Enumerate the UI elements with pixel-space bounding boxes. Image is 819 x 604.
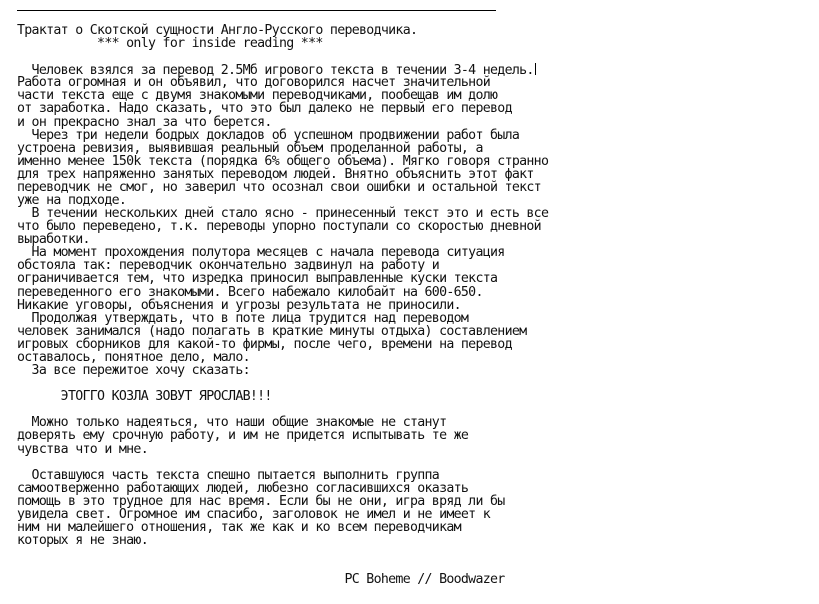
- document-text: [17, 24, 548, 586]
- text-line: Человек взялся за перевод 2.5Мб игрового текста в течении 3-4 недель.: [17, 63, 534, 79]
- text-line: которых я не знаю.: [17, 533, 148, 549]
- text-line: игровых сборников для какой-то фирмы, после чего, времени на перевод: [17, 336, 512, 352]
- text-line: помощь в это трудное для нас время. Если бы не они, игра вряд ли бы: [17, 493, 505, 509]
- text-line: Можно только надеяться, что наши общие знакомые не станут: [17, 415, 447, 431]
- text-line: Продолжая утверждать, что в поте лица трудится над переводом: [17, 310, 469, 326]
- text-line: *** only for inside reading ***: [17, 36, 323, 52]
- text-line: уже на подходе.: [17, 193, 127, 209]
- text-line: Оставшуюся часть текста спешно пытается выполнить группа: [17, 467, 440, 483]
- text-line: устроена ревизия, выявившая реальный объем проделанной работы, а: [17, 140, 483, 156]
- text-line: части текста еще с двумя знакомыми переводчиками, пообещав им долю: [17, 88, 498, 104]
- text-line: переведенного его знакомыми. Всего набежало килобайт на 600-650.: [17, 284, 483, 300]
- text-line: что было переведено, т.к. переводы упорно поступали со скоростью дневной: [17, 219, 541, 235]
- top-divider-line: [17, 10, 496, 11]
- text-line: За все пережитое хочу сказать:: [17, 363, 250, 379]
- text-line: На момент прохождения полутора месяцев с начала перевода ситуация: [17, 245, 505, 261]
- text-line: обстояла так: переводчик окончательно задвинул на работу и: [17, 258, 440, 274]
- text-line: для трех напряженно занятых переводом людей. Внятно объяснить этот факт: [17, 166, 534, 182]
- text-line: ЭТОГГО КОЗЛА ЗОВУТ ЯРОСЛАВ!!!: [17, 389, 272, 405]
- text-line: именно менее 150k текста (порядка 6% общего объема). Мягко говоря странно: [17, 153, 549, 169]
- text-line: ограничивается тем, что изредка приносил выправленные куски текста: [17, 271, 498, 287]
- text-line: человек занимался (надо полагать в краткие минуты отдыха) составлением: [17, 323, 527, 339]
- text-line: [17, 547, 548, 560]
- text-line: В течении нескольких дней стало ясно - принесенный текст это и есть все: [17, 206, 549, 222]
- text-line: оставалось, понятное дело, мало.: [17, 349, 250, 365]
- text-line: увидела свет. Огромное им спасибо, заголовок не имел и не имеет к: [17, 506, 491, 522]
- text-line: [17, 50, 548, 63]
- text-cursor: [535, 63, 536, 75]
- text-line: Никакие уговоры, объяснения и угрозы результата не приносили.: [17, 297, 461, 313]
- text-line: самоотверженно работающих людей, любезно согласившихся оказать: [17, 480, 469, 496]
- text-line: PC Boheme // Boodwazer: [17, 572, 505, 588]
- text-line: выработки.: [17, 232, 90, 248]
- text-line: ним ни малейшего отношения, так же как и ко всем переводчикам: [17, 519, 461, 535]
- text-line: от заработка. Надо сказать, что это был далеко не первый его перевод: [17, 101, 512, 117]
- text-line: [17, 456, 548, 469]
- text-line: чувства что и мне.: [17, 441, 148, 457]
- text-line: Работа огромная и он объявил, что договорился насчет значительной: [17, 75, 491, 91]
- text-line: Через три недели бодрых докладов об успешном продвижении работ была: [17, 127, 520, 143]
- text-line: Трактат о Скотской сущности Англо-Русского переводчика.: [17, 23, 418, 38]
- text-line: доверять ему срочную работу, и им не придется испытывать те же: [17, 428, 469, 444]
- text-line: и он прекрасно знал за что берется.: [17, 114, 272, 130]
- text-line: переводчик не смог, но заверил что осознал свои ошибки и остальной текст: [17, 179, 541, 195]
